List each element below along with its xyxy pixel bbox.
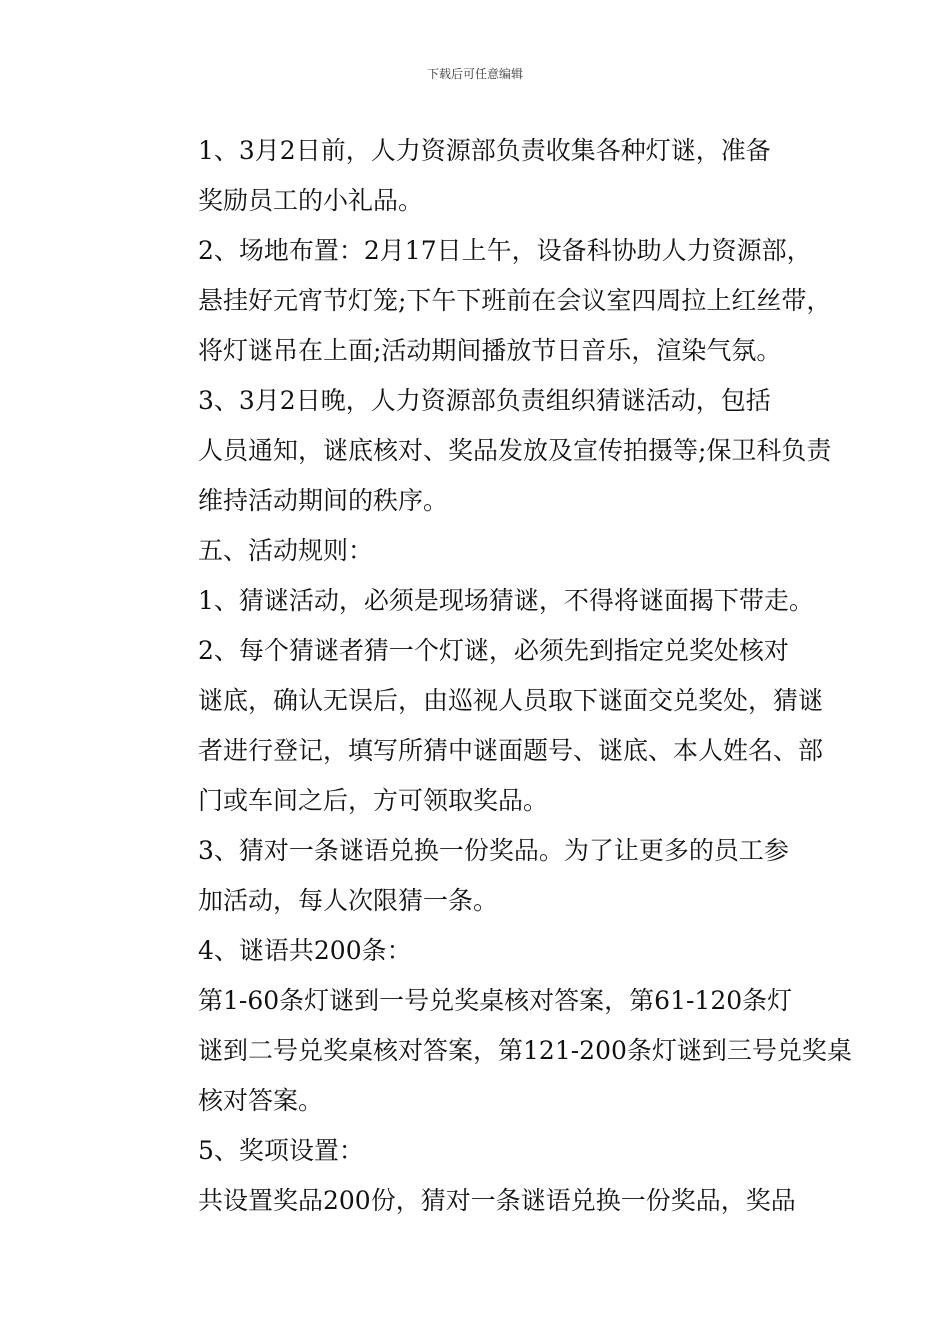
paragraph-rule-4: [146, 926, 812, 976]
text-line: 谜底，确认无误后，由巡视人员取下谜面交兑奖处，猜谜: [198, 686, 824, 715]
text-line: 4、谜语共200条：: [198, 936, 412, 965]
text-line: 维持活动期间的秩序。: [198, 486, 449, 515]
paragraph-rule-5-detail: [146, 1176, 812, 1226]
page-header: 下载后可任意编辑: [426, 67, 523, 81]
text-line: 核对答案。: [198, 1086, 324, 1115]
text-line: 门或车间之后，方可领取奖品。: [198, 786, 549, 815]
paragraph-prep-3: [146, 376, 832, 526]
text-line: 3、3月2日晚，人力资源部负责组织猜谜活动，包括: [198, 386, 771, 415]
paragraph-rule-4-detail: [146, 976, 852, 1126]
paragraph-rule-3: [146, 826, 812, 926]
document-body: [146, 126, 852, 1226]
text-line: 第1-60条灯谜到一号兑奖桌核对答案，第61-120条灯: [198, 986, 793, 1015]
text-line: 将灯谜吊在上面;活动期间播放节日音乐，渲染气氛。: [198, 336, 782, 365]
text-line: 悬挂好元宵节灯笼;下午下班前在会议室四周拉上红丝带，: [198, 286, 832, 315]
text-line: 1、猜谜活动，必须是现场猜谜，不得将谜面揭下带走。: [198, 586, 814, 615]
paragraph-rule-1: [146, 576, 812, 626]
paragraph-prep-1: [146, 126, 812, 226]
text-line: 人员通知，谜底核对、奖品发放及宣传拍摄等;保卫科负责: [198, 436, 832, 465]
text-line: 1、3月2日前，人力资源部负责收集各种灯谜，准备: [198, 136, 771, 165]
text-line: 5、奖项设置：: [198, 1136, 364, 1165]
paragraph-rule-5: [146, 1126, 812, 1176]
paragraph-prep-2: [146, 226, 832, 376]
text-line: 2、场地布置：2月17日上午，设备科协助人力资源部，: [198, 236, 812, 265]
section-heading-rules: [146, 526, 812, 576]
paragraph-rule-2: [146, 626, 824, 826]
text-line: 共设置奖品200份，猜对一条谜语兑换一份奖品，奖品: [198, 1186, 796, 1215]
text-line: 谜到二号兑奖桌核对答案，第121-200条灯谜到三号兑奖桌: [198, 1036, 852, 1065]
text-line: 者进行登记，填写所猜中谜面题号、谜底、本人姓名、部: [198, 736, 824, 765]
text-line: 加活动，每人次限猜一条。: [198, 886, 499, 915]
text-line: 五、活动规则：: [198, 536, 374, 565]
text-line: 奖励员工的小礼品。: [198, 186, 424, 215]
text-line: 2、每个猜谜者猜一个灯谜，必须先到指定兑奖处核对: [198, 636, 789, 665]
text-line: 3、猜对一条谜语兑换一份奖品。为了让更多的员工参: [198, 836, 789, 865]
